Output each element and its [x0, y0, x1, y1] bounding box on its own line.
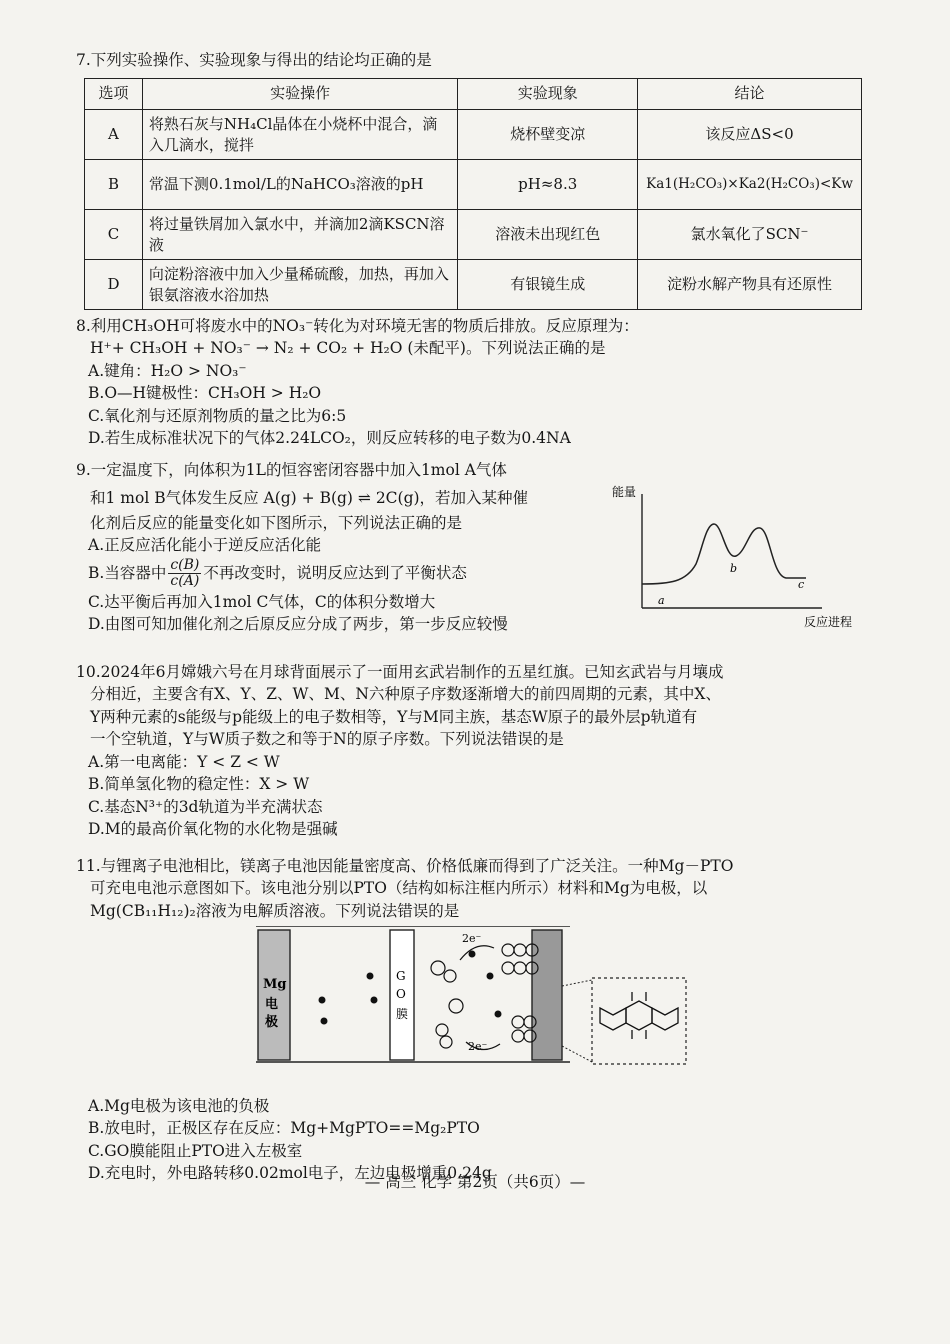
q11-stem-2: 可充电电池示意图如下。该电池分别以PTO（结构如标注框内所示）材料和Mg为电极，以 — [90, 879, 708, 898]
header-option: 选项 — [85, 79, 143, 110]
table-row — [85, 210, 862, 260]
q10-option-d: D.M的最高价氧化物的水化物是强碱 — [88, 820, 338, 839]
q11-option-d: D.充电时，外电路转移0.02mol电子，左边电极增重0.24g — [88, 1164, 492, 1183]
mg-electrode — [258, 930, 290, 1060]
header-phenomenon: 实验现象 — [458, 79, 638, 110]
y-axis-label: 能量 — [612, 485, 637, 499]
q8-option-c: C.氧化剂与还原剂物质的量之比为6:5 — [88, 406, 347, 425]
ratio-fraction — [168, 558, 201, 590]
q8-equation: H⁺+ CH₃OH + NO₃⁻ → N₂ + CO₂ + H₂O (未配平)。下列说法正确的是 — [90, 339, 606, 358]
q9-option-a: A.正反应活化能小于逆反应活化能 — [88, 536, 322, 555]
row-phenomenon: 有银镜生成 — [458, 260, 638, 310]
mg-label-3: 极 — [265, 1015, 279, 1030]
header-operation: 实验操作 — [142, 79, 457, 110]
point-b-label: b — [730, 562, 738, 575]
energy-curve — [642, 524, 806, 584]
q9-block — [76, 460, 528, 635]
mg-label-2: 电 — [265, 997, 279, 1012]
point-a-label: a — [658, 594, 665, 607]
row-option: D — [85, 260, 143, 310]
q7-table-header — [85, 79, 862, 110]
q9-option-c: C.达平衡后再加入1mol C气体，C的体积分数增大 — [88, 592, 436, 611]
q7-title: 7.下列实验操作、实验现象与得出的结论均正确的是 — [76, 51, 432, 69]
row-operation: 将过量铁屑加入氯水中，并滴加2滴KSCN溶液 — [142, 210, 457, 260]
table-row — [85, 110, 862, 160]
electron-label-bottom: 2e⁻ — [468, 1040, 488, 1053]
row-conclusion: 该反应ΔS<0 — [638, 110, 862, 160]
row-conclusion: 氯水氧化了SCN⁻ — [638, 210, 862, 260]
fraction-denominator: c(A) — [170, 573, 200, 590]
q8-block — [76, 316, 639, 449]
go-label-1: G — [396, 969, 406, 983]
pto-structure-box — [592, 978, 686, 1064]
q11-stem-1: 11.与锂离子电池相比，镁离子电池因能量密度高、价格低廉而得到了广泛关注。一种Mg－PTO — [76, 857, 734, 875]
q10-stem-3: Y两种元素的s能级与p能级上的电子数相等，Y与M同主族，基态W原子的最外层p轨道有 — [90, 707, 698, 726]
x-axis-label: 反应进程 — [804, 615, 853, 629]
q10-stem-1: 10.2024年6月嫦娥六号在月球背面展示了一面用玄武岩制作的五星红旗。已知玄武岩与月壤成 — [76, 663, 724, 681]
row-phenomenon: 溶液未出现红色 — [458, 210, 638, 260]
q9-stem-3: 化剂后反应的能量变化如下图所示，下列说法正确的是 — [90, 513, 463, 532]
pto-molecules — [431, 944, 538, 1048]
q11-options — [76, 1096, 492, 1184]
q7-table — [84, 78, 862, 310]
q8-option-d: D.若生成标准状况下的气体2.24LCO₂，则反应转移的电子数为0.4NA — [88, 429, 571, 448]
q11-option-a: A.Mg电极为该电池的负极 — [88, 1097, 270, 1115]
go-label-2: O — [396, 987, 406, 1001]
q11-stem-3: Mg(CB₁₁H₁₂)₂溶液为电解质溶液。下列说法错误的是 — [90, 901, 460, 920]
row-phenomenon: pH≈8.3 — [458, 160, 638, 210]
row-operation: 将熟石灰与NH₄Cl晶体在小烧杯中混合，滴入几滴水，搅拌 — [142, 110, 457, 160]
mg-label-1: Mg — [263, 977, 287, 992]
row-option: C — [85, 210, 143, 260]
q11-option-c: C.GO膜能阻止PTO进入左极室 — [88, 1141, 303, 1160]
point-c-label: c — [798, 578, 805, 591]
q10-stem-4: 一个空轨道，Y与W质子数之和等于N的原子序数。下列说法错误的是 — [90, 730, 564, 749]
page-footer: — 高三 化学 第2页（共6页）— — [364, 1173, 586, 1191]
energy-diagram — [610, 480, 870, 630]
table-row — [85, 260, 862, 310]
pto-electrode — [532, 930, 562, 1060]
row-conclusion: Ka1(H₂CO₃)×Ka2(H₂CO₃)<Kw — [638, 160, 862, 210]
row-conclusion: 淀粉水解产物具有还原性 — [638, 260, 862, 310]
row-option: B — [85, 160, 143, 210]
table-row — [85, 160, 862, 210]
go-label-3: 膜 — [396, 1007, 409, 1021]
q8-option-a: A.键角：H₂O > NO₃⁻ — [88, 361, 247, 380]
q11-option-b: B.放电时，正极区存在反应：Mg+MgPTO==Mg₂PTO — [88, 1119, 480, 1138]
q10-option-a: A.第一电离能：Y < Z < W — [88, 752, 280, 771]
pto-structure — [600, 992, 678, 1039]
fraction-numerator: c(B) — [170, 556, 200, 573]
header-conclusion: 结论 — [638, 79, 862, 110]
q10-stem-2: 分相近，主要含有X、Y、Z、W、M、N六种原子序数逐渐增大的前四周期的元素，其中X、 — [90, 685, 721, 704]
battery-diagram — [250, 926, 700, 1066]
row-option: A — [85, 110, 143, 160]
q10-option-c: C.基态N³⁺的3d轨道为半充满状态 — [88, 797, 323, 816]
row-operation: 向淀粉溶液中加入少量稀硫酸，加热，再加入银氨溶液水浴加热 — [142, 260, 457, 310]
q9-option-b-prefix: B.当容器中 — [88, 563, 167, 582]
electron-label-top: 2e⁻ — [462, 932, 482, 945]
row-operation: 常温下测0.1mol/L的NaHCO₃溶液的pH — [142, 160, 457, 210]
q9-option-b — [76, 558, 528, 590]
q9-stem-2: 和1 mol B气体发生反应 A(g) + B(g) ⇌ 2C(g)，若加入某种催 — [90, 489, 529, 508]
q9-option-d: D.由图可知加催化剂之后原反应分成了两步，第一步反应较慢 — [88, 615, 508, 634]
q8-stem: 8.利用CH₃OH可将废水中的NO₃⁻转化为对环境无害的物质后排放。反应原理为： — [76, 317, 639, 335]
q8-option-b: B.O—H键极性：CH₃OH > H₂O — [88, 384, 322, 403]
q11-block — [76, 856, 733, 921]
row-phenomenon: 烧杯壁变凉 — [458, 110, 638, 160]
q10-block — [76, 662, 723, 840]
q9-stem-1: 9.一定温度下，向体积为1L的恒容密闭容器中加入1mol A气体 — [76, 461, 507, 479]
q9-option-b-suffix: 不再改变时，说明反应达到了平衡状态 — [203, 563, 467, 582]
q10-option-b: B.简单氢化物的稳定性：X > W — [88, 775, 310, 794]
